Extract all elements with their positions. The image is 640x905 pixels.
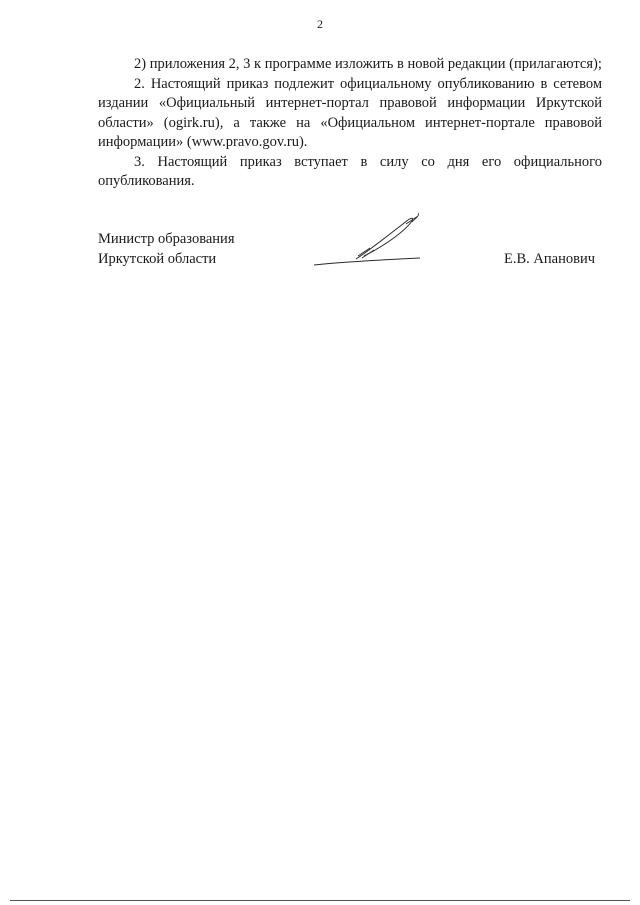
signatory-name: Е.В. Апанович: [504, 250, 595, 267]
signatory-title-line-1: Министр образования: [98, 231, 235, 247]
document-body: [98, 55, 602, 192]
signatory-title: [98, 230, 234, 269]
handwritten-signature: [308, 212, 428, 272]
paragraph-appendices: 2) приложения 2, 3 к программе изложить в новой редакции (прилагаются);: [134, 56, 602, 72]
page-number: 2: [317, 17, 323, 31]
footer-rule: [10, 900, 630, 901]
paragraph-effective-date: 3. Настоящий приказ вступает в силу со дня его официального опубликования.: [98, 153, 602, 189]
paragraph-publication: 2. Настоящий приказ подлежит официальному опубликованию в сетевом издании «Официальный интернет-портал правовой информации Иркутской области» (ogirk.ru), а также на «Официальном интернет-портале правовой информации» (www.pravo.gov.ru).: [98, 75, 602, 150]
signatory-title-line-2: Иркутской области: [98, 250, 217, 267]
